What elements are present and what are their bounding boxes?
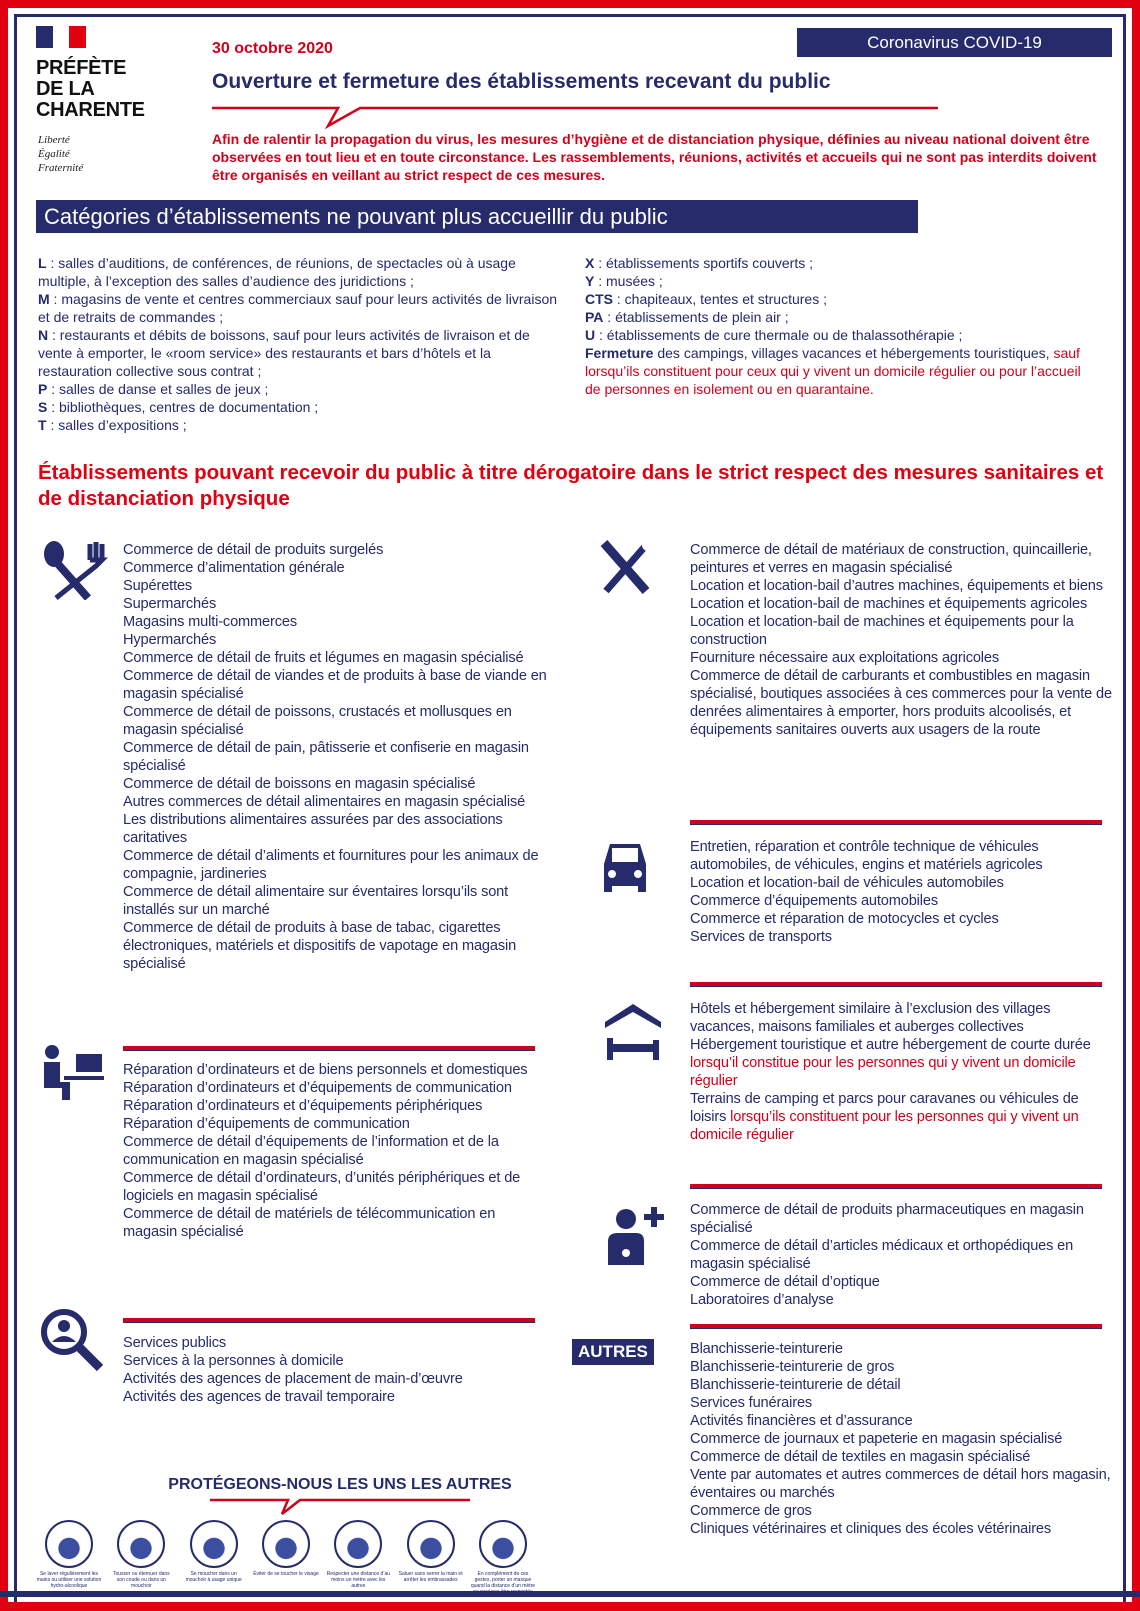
intro-text: Afin de ralentir la propagation du virus, les mesures d’hygiène et de distanciation physique, définies au niveau national doivent être observées en tout lieu et en toute circonstance. Les rassemblements, réunions, activités et accueils qui ne sont pas interdits doivent être organisés en veillant au strict respect de ces mesures. [212, 131, 1097, 183]
devise-line: Égalité [38, 148, 70, 160]
list-item: Supermarchés [123, 596, 217, 612]
list-item: Réparation d’ordinateurs et de biens personnels et domestiques [123, 1062, 528, 1078]
gesture-caption: Tousser ou éternuer dans son coude ou dans un mouchoir [112, 1571, 170, 1589]
list-item: Activités des agences de placement de main-d’œuvre [123, 1371, 463, 1387]
car-icon [600, 840, 650, 900]
list-item: Commerce de détail de produits pharmaceutiques en magasin spécialisé [690, 1202, 1084, 1236]
category-text: : établissements de plein air ; [603, 309, 789, 325]
section-divider [690, 820, 1102, 825]
list-item: Fourniture nécessaire aux exploitations agricoles [690, 650, 1000, 666]
category-text: : chapiteaux, tentes et structures ; [613, 291, 827, 307]
category-item [38, 254, 558, 290]
gesture-caption: Respecter une distance d’au moins un mètre avec les autres [326, 1571, 390, 1589]
list-item: Commerce de détail de poissons, crustacés et mollusques en magasin spécialisé [123, 704, 512, 738]
section-divider [690, 1184, 1102, 1189]
category-item [585, 290, 1085, 308]
category-code: P [38, 381, 48, 397]
category-item [585, 308, 1085, 326]
list-item: Commerce de détail de pain, pâtisserie et confiserie en magasin spécialisé [123, 740, 529, 774]
gesture-caption: Saluer sans serrer la main et arrêter les embrassades [398, 1571, 463, 1583]
list-item: Réparation d’équipements de communication [123, 1116, 410, 1132]
category-text: : salles de danse et salles de jeux ; [47, 381, 269, 397]
section-divider [123, 1318, 535, 1323]
open-section-heading: Établissements pouvant recevoir du public à titre dérogatoire dans le strict respect des mesures sanitaires et de distanciation physique [38, 461, 1104, 510]
list-item: Commerce d’alimentation générale [123, 560, 345, 576]
gesture-pictogram-icon [479, 1520, 527, 1568]
item-text: Hébergement touristique et autre hébergement de courte durée [690, 1037, 1091, 1053]
item-text: Hôtels et hébergement similaire à l’exclusion des villages vacances, maisons familiales et auberges collectives [690, 1001, 1051, 1035]
category-code: T [38, 417, 47, 433]
category-item [38, 398, 558, 416]
list-item: Commerce de détail de produits surgelés [123, 542, 384, 558]
logo-line: PRÉFÈTE [36, 57, 127, 79]
list-item: Blanchisserie-teinturerie [690, 1341, 843, 1357]
gesture-caption: Éviter de se toucher le visage [253, 1571, 319, 1577]
list-item: Cliniques vétérinaires et cliniques des écoles vétérinaires [690, 1521, 1052, 1537]
list-item: Services publics [123, 1335, 227, 1351]
autres-badge: AUTRES [572, 1339, 654, 1365]
closed-list-left [38, 254, 558, 434]
list-item: Commerce de détail de fruits et légumes en magasin spécialisé [123, 650, 524, 666]
item-condition: lorsqu’ils constituent pour les personnes qui y vivent un domicile régulier [690, 1109, 1079, 1143]
category-code: U [585, 327, 596, 343]
gesture-item [398, 1520, 464, 1595]
category-code: X [585, 255, 595, 271]
doctor-icon [604, 1205, 668, 1269]
gesture-item [325, 1520, 391, 1595]
gesture-pictogram-icon [262, 1520, 310, 1568]
list-item: Les distributions alimentaires assurées par des associations caritatives [123, 812, 503, 846]
list-item: Commerce de gros [690, 1503, 812, 1519]
gesture-item [253, 1520, 319, 1595]
services-list [123, 1334, 548, 1406]
category-code: Fermeture [585, 345, 654, 361]
section-divider [690, 1324, 1102, 1329]
gesture-item [470, 1520, 536, 1595]
tools-icon [596, 537, 656, 597]
list-item: Vente par automates et autres commerces de détail hors magasin, éventaires ou marchés [690, 1467, 1111, 1501]
date: 30 octobre 2020 [212, 40, 333, 57]
list-item: Supérettes [123, 578, 193, 594]
list-item: Commerce de détail de matériaux de construction, quincaillerie, peintures et verres en magasin spécialisé [690, 542, 1092, 576]
vehicles-list [690, 838, 1115, 946]
list-item: Services à la personnes à domicile [123, 1353, 344, 1369]
category-item [38, 290, 558, 326]
category-item [585, 272, 1085, 290]
list-item: Location et location-bail de machines et équipements agricoles [690, 596, 1088, 612]
list-item: Location et location-bail de machines et équipements pour la construction [690, 614, 1074, 648]
list-item: Commerce de détail de matériels de télécommunication en magasin spécialisé [123, 1206, 496, 1240]
list-item: Laboratoires d’analyse [690, 1292, 834, 1308]
gesture-pictogram-icon [45, 1520, 93, 1568]
list-item: Magasins multi-commerces [123, 614, 297, 630]
gesture-item [36, 1520, 102, 1595]
gestures-title: PROTÉGEONS-NOUS LES UNS LES AUTRES [168, 1476, 512, 1493]
gesture-pictogram-icon [407, 1520, 455, 1568]
category-text: des campings, villages vacances et hébergements touristiques, [653, 345, 1054, 361]
category-code: PA [585, 309, 604, 325]
marianne-logo [36, 26, 86, 48]
search-person-icon [38, 1306, 104, 1372]
category-code: Y [585, 273, 595, 289]
category-code: N [38, 327, 49, 343]
list-item: Blanchisserie-teinturerie de gros [690, 1359, 895, 1375]
list-item: Commerce de détail de produits à base de tabac, cigarettes électroniques, matériels et dispositifs de vapotage en magasin spécialisé [123, 920, 517, 972]
category-item [585, 254, 1085, 272]
computer-list [123, 1061, 548, 1241]
food-list [123, 541, 548, 973]
category-exception: sauf lorsqu’ils constituent pour ceux qui y vivent un domicile régulier ou pour l’accueil de personnes en isolement ou en quarantaine. [585, 345, 1081, 397]
closed-list-right [585, 254, 1085, 398]
gesture-caption: Se moucher dans un mouchoir à usage unique [185, 1571, 242, 1583]
category-text: : magasins de vente et centres commerciaux sauf pour leurs activités de livraison et de retraits de commandes ; [38, 291, 558, 325]
category-text: : établissements de cure thermale ou de thalassothérapie ; [595, 327, 963, 343]
category-text: : salles d’expositions ; [46, 417, 187, 433]
gestures-underline [200, 1496, 480, 1516]
list-item: Autres commerces de détail alimentaires en magasin spécialisé [123, 794, 526, 810]
list-item: Commerce de détail alimentaire sur éventaires lorsqu’ils sont installés sur un marché [123, 884, 509, 918]
gesture-caption: En complément de ces gestes, porter un masque quand la distance d’un mètre ne peut pas être respectée [470, 1571, 536, 1595]
category-code: S [38, 399, 48, 415]
category-code: M [38, 291, 50, 307]
list-item: Commerce de détail de textiles en magasin spécialisé [690, 1449, 1031, 1465]
list-item: Réparation d’ordinateurs et d’équipements périphériques [123, 1098, 483, 1114]
list-item: Réparation d’ordinateurs et d’équipements de communication [123, 1080, 512, 1096]
list-item: Services de transports [690, 929, 832, 945]
item-condition: lorsqu’il constitue pour les personnes qui y vivent un domicile régulier [690, 1055, 1076, 1089]
list-item: Commerce de détail d’aliments et fournitures pour les animaux de compagnie, jardineries [123, 848, 539, 882]
list-item [690, 1000, 1115, 1036]
computer-user-icon [40, 1044, 106, 1102]
list-item: Activités financières et d’assurance [690, 1413, 913, 1429]
list-item: Commerce de détail de carburants et combustibles en magasin spécialisé, boutiques associées à ces commerces pour la vente de denrées alimentaires à emporter, hors produits alcoolisés, et équipements sanitaires ouverts aux usagers de la route [690, 668, 1112, 738]
gesture-item [108, 1520, 174, 1595]
list-item: Commerce de détail d’équipements de l’information et de la communication en magasin spécialisé [123, 1134, 499, 1168]
category-code: CTS [585, 291, 613, 307]
category-text: : musées ; [594, 273, 663, 289]
list-item [690, 1036, 1115, 1090]
list-item [690, 1090, 1115, 1144]
category-item [585, 326, 1085, 344]
list-item: Commerce de journaux et papeterie en magasin spécialisé [690, 1431, 1063, 1447]
category-text: : établissements sportifs couverts ; [594, 255, 813, 271]
list-item: Commerce de détail de boissons en magasin spécialisé [123, 776, 476, 792]
category-item [585, 344, 1085, 398]
devise [38, 133, 83, 175]
category-text: : salles d’auditions, de conférences, de réunions, de spectacles où à usage multiple, à l’exception des salles d’audience des juridictions ; [38, 255, 516, 289]
gesture-pictogram-icon [117, 1520, 165, 1568]
logo-line: DE LA [36, 78, 95, 100]
list-item: Activités des agences de travail temporaire [123, 1389, 395, 1405]
gesture-item [181, 1520, 247, 1595]
list-item: Commerce de détail de viandes et de produits à base de viande en magasin spécialisé [123, 668, 547, 702]
list-item: Commerce et réparation de motocycles et cycles [690, 911, 999, 927]
list-item: Location et location-bail d’autres machines, équipements et biens [690, 578, 1103, 594]
gesture-caption: Se laver régulièrement les mains ou utiliser une solution hydro-alcoolique [36, 1571, 102, 1589]
category-item [38, 416, 558, 434]
section-divider [690, 982, 1102, 987]
section-divider [123, 1046, 535, 1051]
cutlery-icon [38, 540, 108, 600]
item-text: Terrains de camping et parcs pour caravanes ou véhicules de loisirs [690, 1091, 1079, 1125]
autres-list [690, 1340, 1115, 1538]
category-code: L [38, 255, 47, 271]
category-text: : restaurants et débits de boissons, sauf pour leurs activités de livraison et de vente à emporter, le «room service» des restaurants et bars d’hôtels et la restauration collective sous contrat ; [38, 327, 530, 379]
tools-list [690, 541, 1115, 739]
devise-line: Fraternité [38, 162, 84, 174]
gesture-pictogram-icon [334, 1520, 382, 1568]
list-item: Hypermarchés [123, 632, 217, 648]
category-item [38, 326, 558, 380]
covid-badge: Coronavirus COVID-19 [797, 28, 1112, 57]
list-item: Commerce de détail d’ordinateurs, d’unités périphériques et de logiciels en magasin spécialisé [123, 1170, 521, 1204]
list-item: Blanchisserie-teinturerie de détail [690, 1377, 901, 1393]
list-item: Entretien, réparation et contrôle technique de véhicules automobiles, de véhicules, engins et matériels agricoles [690, 839, 1043, 873]
list-item: Commerce de détail d’articles médicaux et orthopédiques en magasin spécialisé [690, 1238, 1074, 1272]
list-item: Commerce d’équipements automobiles [690, 893, 938, 909]
page-title: Ouverture et fermeture des établissements recevant du public [212, 70, 831, 93]
health-list [690, 1201, 1115, 1309]
list-item: Commerce de détail d’optique [690, 1274, 880, 1290]
closed-section-banner: Catégories d’établissements ne pouvant plus accueillir du public [36, 200, 918, 233]
gesture-pictogram-icon [190, 1520, 238, 1568]
barrier-gestures [36, 1520, 536, 1595]
logo-line: CHARENTE [36, 99, 145, 121]
lodging-list [690, 1000, 1115, 1144]
bed-house-icon [603, 1000, 663, 1062]
list-item: Location et location-bail de véhicules automobiles [690, 875, 1004, 891]
devise-line: Liberté [38, 134, 70, 146]
prefecture-name [36, 58, 145, 121]
bottom-stripe-red [0, 1602, 1140, 1611]
category-text: : bibliothèques, centres de documentation ; [47, 399, 319, 415]
list-item: Services funéraires [690, 1395, 813, 1411]
category-item [38, 380, 558, 398]
speech-underline [210, 104, 940, 130]
